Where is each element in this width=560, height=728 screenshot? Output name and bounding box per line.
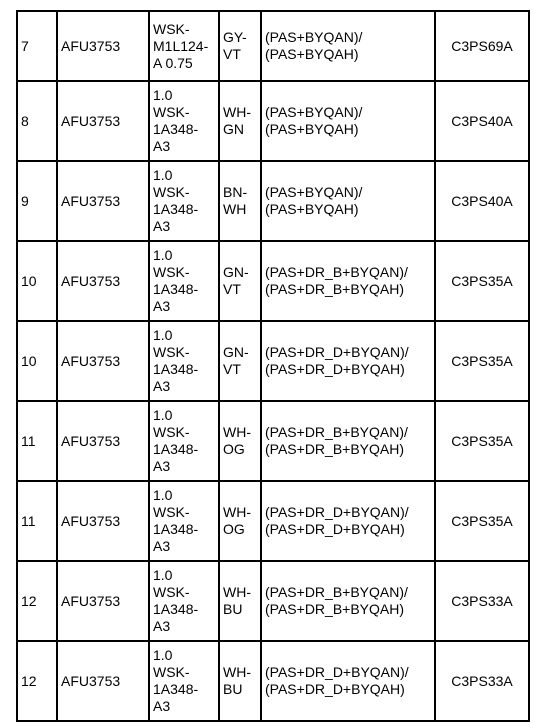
cell-number: 10 bbox=[17, 321, 57, 401]
cell-wire-color: WH- OG bbox=[219, 401, 261, 481]
cell-circuit: (PAS+BYQAN)/ (PAS+BYQAH) bbox=[261, 161, 435, 241]
cell-wire-color: BN- WH bbox=[219, 161, 261, 241]
cell-circuit: (PAS+DR_D+BYQAN)/ (PAS+DR_D+BYQAH) bbox=[261, 641, 435, 721]
cell-wire-color: WH- BU bbox=[219, 641, 261, 721]
cell-connector-code: C3PS35A bbox=[435, 321, 529, 401]
cell-number: 11 bbox=[17, 401, 57, 481]
cell-wire-color: WH- OG bbox=[219, 481, 261, 561]
cell-wire-spec: 1.0 WSK- 1A348- A3 bbox=[149, 321, 219, 401]
table-row bbox=[17, 81, 529, 161]
cell-number: 11 bbox=[17, 481, 57, 561]
cell-part-number: AFU3753 bbox=[57, 401, 149, 481]
table-row bbox=[17, 641, 529, 721]
cell-circuit: (PAS+DR_B+BYQAN)/ (PAS+DR_B+BYQAH) bbox=[261, 241, 435, 321]
table-row bbox=[17, 561, 529, 641]
cell-part-number: AFU3753 bbox=[57, 81, 149, 161]
cell-circuit: (PAS+DR_D+BYQAN)/ (PAS+DR_D+BYQAH) bbox=[261, 321, 435, 401]
cell-circuit: (PAS+DR_B+BYQAN)/ (PAS+DR_B+BYQAH) bbox=[261, 401, 435, 481]
cell-circuit: (PAS+DR_B+BYQAN)/ (PAS+DR_B+BYQAH) bbox=[261, 561, 435, 641]
cell-wire-color: GN- VT bbox=[219, 241, 261, 321]
cell-wire-spec: 1.0 WSK- 1A348- A3 bbox=[149, 641, 219, 721]
cell-wire-spec: 1.0 WSK- 1A348- A3 bbox=[149, 241, 219, 321]
cell-wire-color: GN- VT bbox=[219, 321, 261, 401]
cell-number: 7 bbox=[17, 11, 57, 81]
cell-wire-spec: 1.0 WSK- 1A348- A3 bbox=[149, 81, 219, 161]
wire-table bbox=[16, 10, 530, 722]
cell-part-number: AFU3753 bbox=[57, 641, 149, 721]
cell-circuit: (PAS+DR_D+BYQAN)/ (PAS+DR_D+BYQAH) bbox=[261, 481, 435, 561]
cell-wire-spec: 1.0 WSK- 1A348- A3 bbox=[149, 401, 219, 481]
cell-connector-code: C3PS40A bbox=[435, 81, 529, 161]
cell-number: 9 bbox=[17, 161, 57, 241]
document-page bbox=[16, 10, 528, 722]
cell-connector-code: C3PS40A bbox=[435, 161, 529, 241]
cell-connector-code: C3PS33A bbox=[435, 561, 529, 641]
cell-wire-spec: WSK- M1L124- A 0.75 bbox=[149, 11, 219, 81]
table-row bbox=[17, 161, 529, 241]
cell-number: 12 bbox=[17, 561, 57, 641]
table-row bbox=[17, 401, 529, 481]
cell-connector-code: C3PS35A bbox=[435, 401, 529, 481]
cell-circuit: (PAS+BYQAN)/ (PAS+BYQAH) bbox=[261, 11, 435, 81]
table-row bbox=[17, 481, 529, 561]
cell-connector-code: C3PS33A bbox=[435, 641, 529, 721]
cell-part-number: AFU3753 bbox=[57, 161, 149, 241]
cell-number: 8 bbox=[17, 81, 57, 161]
cell-number: 12 bbox=[17, 641, 57, 721]
table-row bbox=[17, 321, 529, 401]
cell-wire-color: WH- BU bbox=[219, 561, 261, 641]
cell-connector-code: C3PS35A bbox=[435, 481, 529, 561]
cell-wire-color: WH- GN bbox=[219, 81, 261, 161]
cell-part-number: AFU3753 bbox=[57, 11, 149, 81]
cell-connector-code: C3PS35A bbox=[435, 241, 529, 321]
cell-wire-spec: 1.0 WSK- 1A348- A3 bbox=[149, 561, 219, 641]
cell-part-number: AFU3753 bbox=[57, 561, 149, 641]
cell-circuit: (PAS+BYQAN)/ (PAS+BYQAH) bbox=[261, 81, 435, 161]
cell-wire-color: GY- VT bbox=[219, 11, 261, 81]
cell-wire-spec: 1.0 WSK- 1A348- A3 bbox=[149, 481, 219, 561]
cell-part-number: AFU3753 bbox=[57, 321, 149, 401]
table-row bbox=[17, 241, 529, 321]
table-row bbox=[17, 11, 529, 81]
cell-connector-code: C3PS69A bbox=[435, 11, 529, 81]
cell-part-number: AFU3753 bbox=[57, 481, 149, 561]
cell-part-number: AFU3753 bbox=[57, 241, 149, 321]
cell-number: 10 bbox=[17, 241, 57, 321]
cell-wire-spec: 1.0 WSK- 1A348- A3 bbox=[149, 161, 219, 241]
